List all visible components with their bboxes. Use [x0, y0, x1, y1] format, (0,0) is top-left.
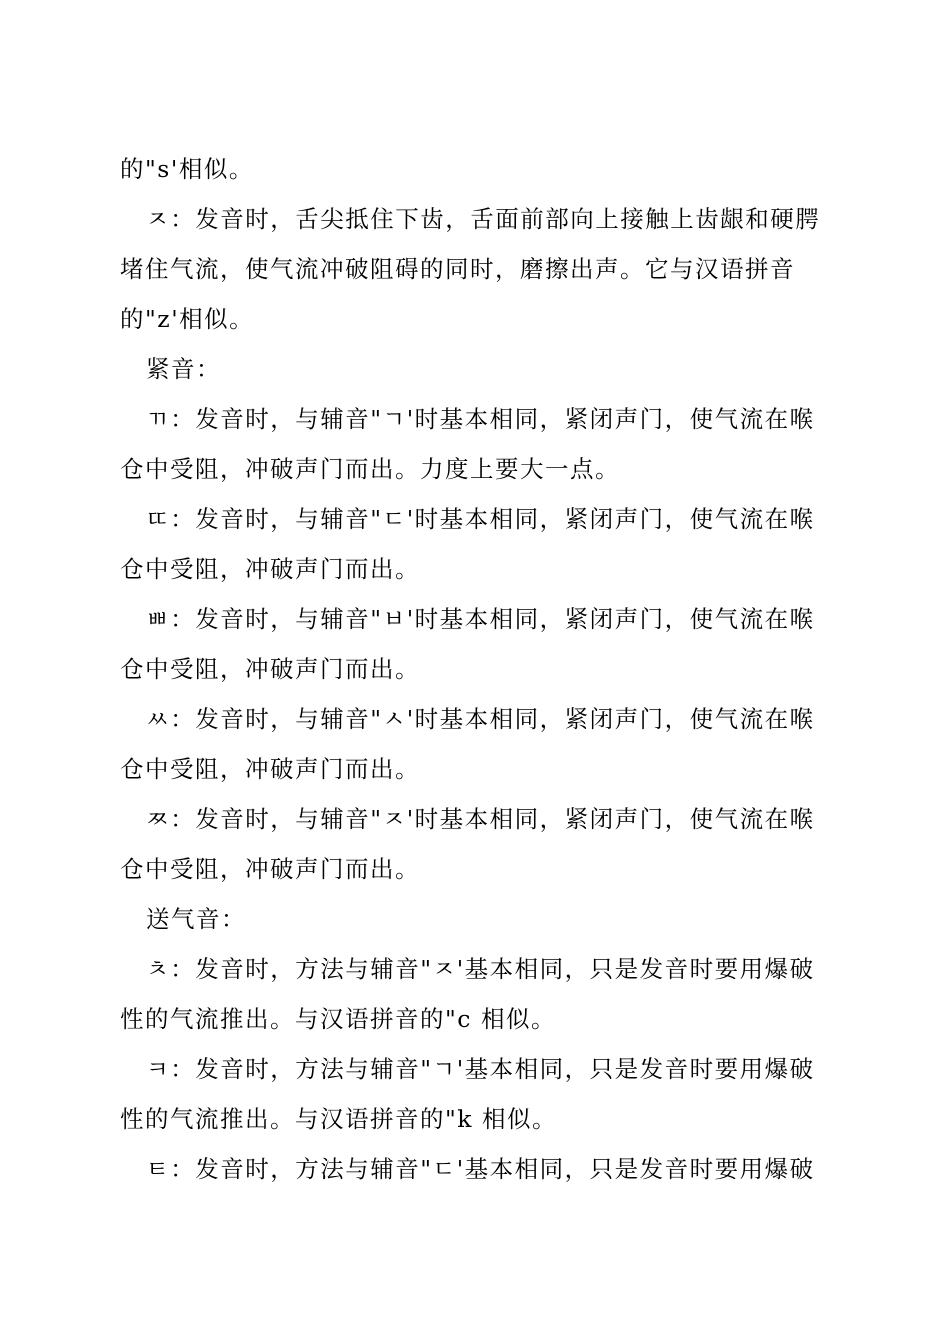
text-line: 仓中受阻，冲破声门而出。 — [120, 855, 420, 883]
document-body — [120, 144, 835, 1194]
text-line: 仓中受阻，冲破声门而出。 — [120, 555, 420, 583]
text-line: ㄸ：发音时，与辅音"ㄷ'时基本相同，紧闭声门，使气流在喉 — [146, 505, 815, 533]
text-line: ㅃ：发音时，与辅音"ㅂ'时基本相同，紧闭声门，使气流在喉 — [146, 605, 815, 633]
text-line: ㅉ：发音时，与辅音"ㅈ'时基本相同，紧闭声门，使气流在喉 — [146, 805, 815, 833]
text-line: ㅈ：发音时，舌尖抵住下齿，舌面前部向上接触上齿龈和硬腭 — [146, 205, 821, 233]
section-heading-aspirated-consonants: 送气音： — [146, 905, 246, 933]
text-line: ㅌ：发音时，方法与辅音"ㄷ'基本相同，只是发音时要用爆破 — [146, 1155, 815, 1183]
text-line: 的"z'相似。 — [120, 305, 255, 333]
text-line: ㄲ：发音时，与辅音"ㄱ'时基本相同，紧闭声门，使气流在喉 — [146, 405, 815, 433]
section-heading-tense-consonants: 紧音： — [146, 355, 221, 383]
text-line: ㅆ：发音时，与辅音"ㅅ'时基本相同，紧闭声门，使气流在喉 — [146, 705, 815, 733]
text-line: 仓中受阻，冲破声门而出。 — [120, 655, 420, 683]
text-line: 堵住气流，使气流冲破阻碍的同时，磨擦出声。它与汉语拼音 — [120, 255, 795, 283]
text-line: ㅊ：发音时，方法与辅音"ㅈ'基本相同，只是发音时要用爆破 — [146, 955, 815, 983]
text-line: 仓中受阻，冲破声门而出。 — [120, 755, 420, 783]
text-line: ㅋ：发音时，方法与辅音"ㄱ'基本相同，只是发音时要用爆破 — [146, 1055, 815, 1083]
text-line: 性的气流推出。与汉语拼音的"c 相似。 — [120, 1005, 556, 1033]
text-line: 的"s'相似。 — [120, 155, 254, 183]
text-line: 性的气流推出。与汉语拼音的"k 相似。 — [120, 1105, 558, 1133]
text-line: 仓中受阻，冲破声门而出。力度上要大一点。 — [120, 455, 620, 483]
